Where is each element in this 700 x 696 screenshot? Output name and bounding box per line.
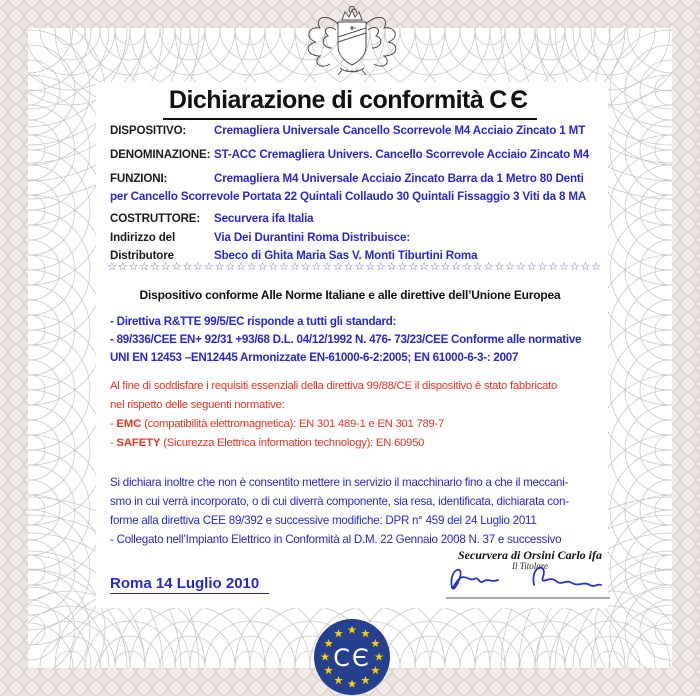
stars-divider: ☆☆☆☆☆☆☆☆☆☆☆☆☆☆☆☆☆☆☆☆☆☆☆☆☆☆☆☆☆☆☆☆☆☆☆☆☆☆☆☆☆☆☆☆☆☆ [107,261,603,273]
service-line: forme alla direttiva CEE 89/392 e successive modifiche: DPR n° 459 del 24 Luglio 2011 [110,514,537,527]
ce-badge [306,616,398,696]
field-value: ST-ACC Cremagliera Univers. Cancello Scorrevole Acciaio Zincato M4 [214,148,589,161]
fabrication-block [110,377,615,453]
field-value: Cremagliera M4 Universale Acciaio Zincato Barra da 1 Metro 80 Denti [214,172,584,185]
field-row-funzioni [110,172,602,185]
ce-mark-title: CЄ [489,86,532,114]
service-line: Si dichiara inoltre che non è consentito mettere in servizio il macchinario fino a che il meccani- [110,476,569,489]
emc-term: EMC [116,418,142,430]
field-value: Securvera ifa Italia [214,212,314,225]
field-label: DENOMINAZIONE: [110,148,211,161]
field-label: Indirizzo del [110,231,176,244]
funzioni-continuation-line: per Cancello Scorrevole Portata 22 Quintali Collaudo 30 Quintali Fissaggio 3 Viti da 8 MA [110,190,587,203]
directives-line: - 89/336/CEE EN+ 92/31 +93/68 D.L. 04/12/1992 N. 476- 73/23/CEE Conforme alle normative [110,333,582,346]
field-label: Distributore [110,249,174,262]
safety-term: SAFETY [116,437,161,449]
directives-line: - Direttiva R&TTE 99/5/EC risponde a tutti gli standard: [110,315,397,328]
emc-dash: - [110,418,117,430]
page-title [163,86,537,120]
safety-rest: (Sicurezza Elettrica information technology): EN 60950 [160,437,425,449]
field-row-denominazione [110,148,602,161]
emc-line [110,415,615,434]
directives-block [110,313,610,367]
badge-ce-text: CЄ [333,644,371,672]
field-label: DISPOSITIVO: [110,124,187,137]
safety-line [110,434,615,453]
emc-rest: (compatibilità elettromagnetica): EN 301 489-1 e EN 301 789-7 [141,418,445,430]
issue-date: Roma 14 Luglio 2010 [110,575,269,594]
safety-dash: - [110,437,117,449]
field-value: Cremagliera Universale Cancello Scorrevole M4 Acciaio Zincato 1 MT [214,124,586,137]
title-wrap [0,86,700,120]
service-note-block [110,473,615,549]
fabrication-line: Al fine di soddisfare i requisiti essenziali della direttiva 99/88/CE il dispositivo è stato fabbricato [110,380,558,392]
signatory-name: Securvera di Orsini Carlo ifa [457,548,602,562]
directives-line: UNI EN 12453 –EN12445 Armonizzate EN-61000-6-2:2005; EN 61000-6-3-: 2007 [110,351,519,364]
fabrication-line: nel rispetto delle seguenti normative: [110,399,285,411]
signatory-role: Il Titolare [512,561,548,571]
field-row-costruttore [110,212,602,225]
field-label: COSTRUTTORE: [110,212,201,225]
page-title-text: Dichiarazione di conformità [168,86,484,114]
service-line: smo in cui verrà incorporato, o di cui diverrà componente, sia resa, identificata, dichiarata con- [110,495,569,508]
conformity-statement: Dispositivo conforme Alle Norme Italiane e alle direttive dell’Unione Europea [139,288,561,302]
field-value: Sbeco di Ghita Maria Sas V. Monti Tiburtini Roma [214,249,478,262]
field-row-indirizzo [110,231,602,244]
field-row-dispositivo [110,124,602,137]
field-value: Via Dei Durantini Roma Distribuisce: [214,231,411,244]
signature-scribble [438,556,628,604]
service-line: - Collegato nell’Impianto Elettrico in Conformità al D.M. 22 Gennaio 2008 N. 37 e successivo [110,533,562,546]
field-label: FUNZIONI: [110,172,168,185]
